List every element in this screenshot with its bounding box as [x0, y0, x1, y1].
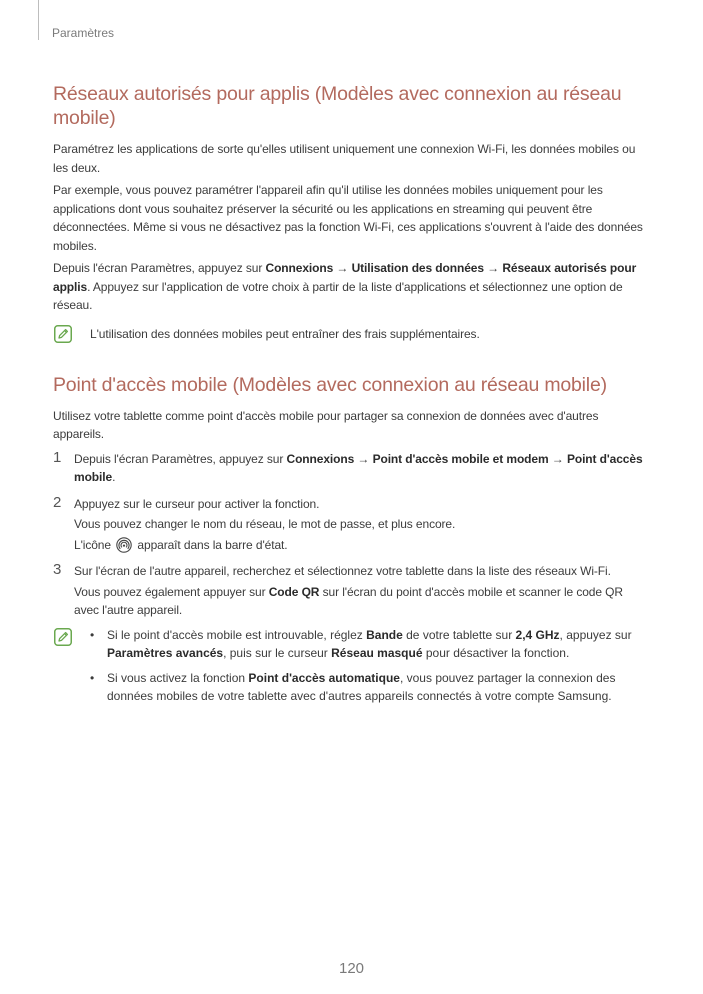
header-rule	[38, 0, 39, 40]
paragraph: Paramétrez les applications de sorte qu'elles utilisent uniquement une connexion Wi-Fi, les données mobiles ou les deux.	[53, 142, 636, 175]
note-text: L'utilisation des données mobiles peut entraîner des frais supplémentaires.	[90, 326, 480, 341]
paragraph: Utilisez votre tablette comme point d'accès mobile pour partager sa connexion de données avec d'autres appareils.	[53, 408, 599, 441]
menu-path-qr-code: Code QR	[268, 584, 320, 599]
menu-path-connexions: Connexions	[265, 261, 334, 275]
paragraph: Par exemple, vous pouvez paramétrer l'appareil afin qu'il utilise les données mobiles uniquement pour les applications dont vous souhaitez préserver la sécurité ou les applications en streaming qui peuvent être déconnectées. Même si vous ne désactivez pas la fonction Wi-Fi, ces applications s'ouvrent à l'aide des données mobiles.	[53, 183, 643, 253]
note-bullets	[90, 626, 648, 706]
step-number: 2	[53, 493, 62, 511]
menu-path-data-usage: Utilisation des données	[351, 261, 484, 275]
page-content	[53, 82, 648, 712]
note-block	[53, 325, 648, 345]
step-number: 1	[53, 448, 62, 466]
paragraph-instructions: Depuis l'écran Paramètres, appuyez sur Connexions → Utilisation des données → Réseaux autorisés pour applis. Appuyez sur l'application de votre choix à partir de la liste d'applications et sélectionnez une option de réseau.	[53, 261, 637, 312]
step-number: 3	[53, 561, 62, 578]
setting-band-value: 2,4 GHz	[515, 627, 560, 642]
note-block	[53, 626, 648, 706]
note-pencil-icon	[54, 325, 72, 343]
menu-path-allowed-networks: Réseaux autorisés pour applis	[53, 261, 637, 294]
setting-band: Bande	[366, 627, 403, 642]
page-number: 120	[338, 960, 365, 977]
page-header: Paramètres	[52, 26, 115, 40]
menu-path-mobile-hotspot: Point d'accès mobile	[74, 451, 643, 484]
menu-path-connexions: Connexions	[286, 451, 355, 466]
step-3: 3 Sur l'écran de l'autre appareil, recherchez et sélectionnez votre tablette dans la liste des réseaux Wi-Fi. Vous pouvez également appuyer sur Code QR sur l'écran du point d'accès mobile et scanner le code QR avec l'autre appareil.	[53, 561, 623, 617]
list-item: • Si vous activez la fonction Point d'accès automatique, vous pouvez partager la connexion des données mobiles de votre tablette avec d'autres appareils connectés à votre compte Samsung.	[90, 670, 616, 703]
steps-list	[53, 450, 648, 620]
setting-advanced: Paramètres avancés	[107, 646, 224, 660]
mobile-hotspot-icon	[116, 537, 132, 553]
list-item: • Si le point d'accès mobile est introuvable, réglez Bande de votre tablette sur 2,4 GHz, appuyez sur Paramètres avancés, puis sur le curseur Réseau masqué pour désactiver la fonction.	[90, 627, 632, 660]
menu-path-hotspot-tethering: Point d'accès mobile et modem	[372, 451, 549, 466]
section-title-network-apps: Réseaux autorisés pour applis (Modèles avec connexion au réseau mobile)	[53, 83, 622, 129]
setting-hidden-network: Réseau masqué	[331, 646, 423, 660]
note-pencil-icon	[54, 628, 72, 646]
setting-auto-hotspot: Point d'accès automatique	[248, 670, 400, 685]
step-2: 2 Appuyez sur le curseur pour activer la fonction. Vous pouvez changer le nom du réseau, le mot de passe, et plus encore. L'icône apparaît dans la barre d'état.	[53, 493, 456, 552]
section-title-mobile-hotspot: Point d'accès mobile (Modèles avec connexion au réseau mobile)	[53, 373, 607, 396]
step-1: 1 Depuis l'écran Paramètres, appuyez sur Connexions → Point d'accès mobile et modem → Point d'accès mobile.	[53, 448, 643, 484]
